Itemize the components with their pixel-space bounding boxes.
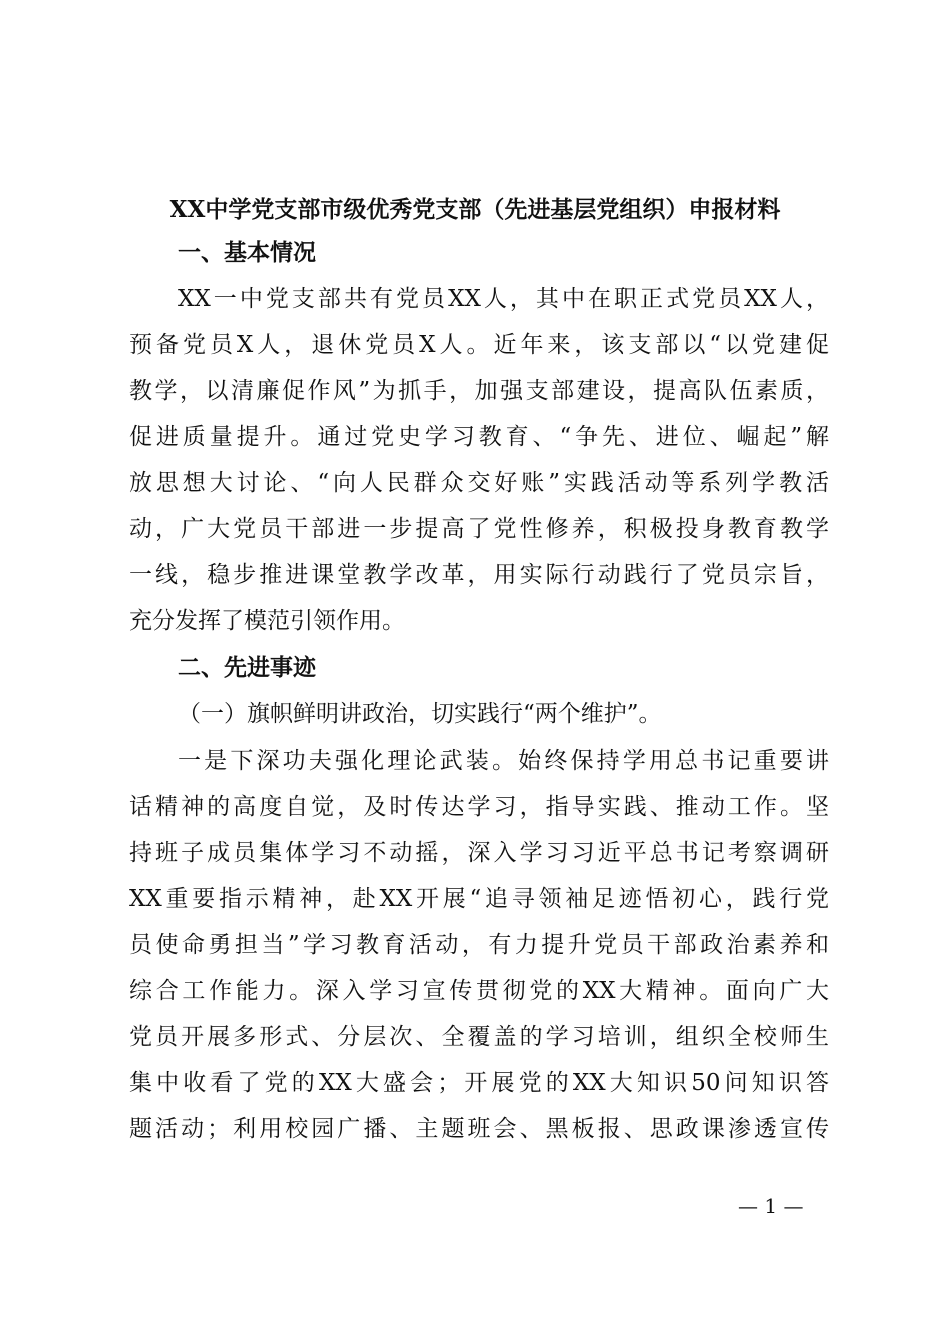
paragraph-line: 教学，以清廉促作风”为抓手，加强支部建设，提高队伍素质，: [129, 378, 829, 404]
paragraph-line: 题活动；利用校园广播、主题班会、黑板报、思政课渗透宣传: [129, 1116, 829, 1142]
paragraph-line: 党员开展多形式、分层次、全覆盖的学习培训，组织全校师生: [129, 1024, 829, 1050]
paragraph-line: 持班子成员集体学习不动摇，深入学习习近平总书记考察调研: [129, 840, 829, 866]
section-heading-achievements: 二、先进事迹: [178, 654, 316, 681]
paragraph-line: 充分发挥了模范引领作用。: [129, 608, 405, 634]
paragraph-line: 动，广大党员干部进一步提高了党性修养，积极投身教育教学: [129, 516, 829, 542]
paragraph-line: 话精神的高度自觉，及时传达学习，指导实践、推动工作。坚: [129, 794, 829, 820]
section-heading-basic-info: 一、基本情况: [178, 239, 316, 266]
paragraph-line: 预备党员X人，退休党员X人。近年来，该支部以“以党建促: [129, 332, 829, 358]
paragraph-line: 放思想大讨论、“向人民群众交好账”实践活动等系列学教活: [129, 470, 829, 496]
paragraph-line: XX重要指示精神，赴XX开展“追寻领袖足迹悟初心，践行党: [129, 886, 829, 912]
page-number: — 1 —: [738, 1194, 804, 1218]
paragraph-line: 综合工作能力。深入学习宣传贯彻党的XX大精神。面向广大: [129, 978, 829, 1004]
paragraph-line: 一线，稳步推进课堂教学改革，用实际行动践行了党员宗旨，: [129, 562, 829, 588]
document-title: XX中学党支部市级优秀党支部（先进基层党组织）申报材料: [169, 196, 781, 223]
paragraph-line: 集中收看了党的XX大盛会；开展党的XX大知识50问知识答: [129, 1070, 829, 1096]
paragraph-line: 员使命勇担当”学习教育活动，有力提升党员干部政治素养和: [129, 932, 829, 958]
paragraph-line: XX一中党支部共有党员XX人，其中在职正式党员XX人，: [178, 286, 829, 312]
paragraph-line: 一是下深功夫强化理论武装。始终保持学用总书记重要讲: [178, 748, 829, 774]
paragraph-line: 促进质量提升。通过党史学习教育、“争先、进位、崛起”解: [129, 424, 829, 450]
subsection-heading: （一）旗帜鲜明讲政治，切实践行“两个维护”。: [178, 701, 662, 727]
